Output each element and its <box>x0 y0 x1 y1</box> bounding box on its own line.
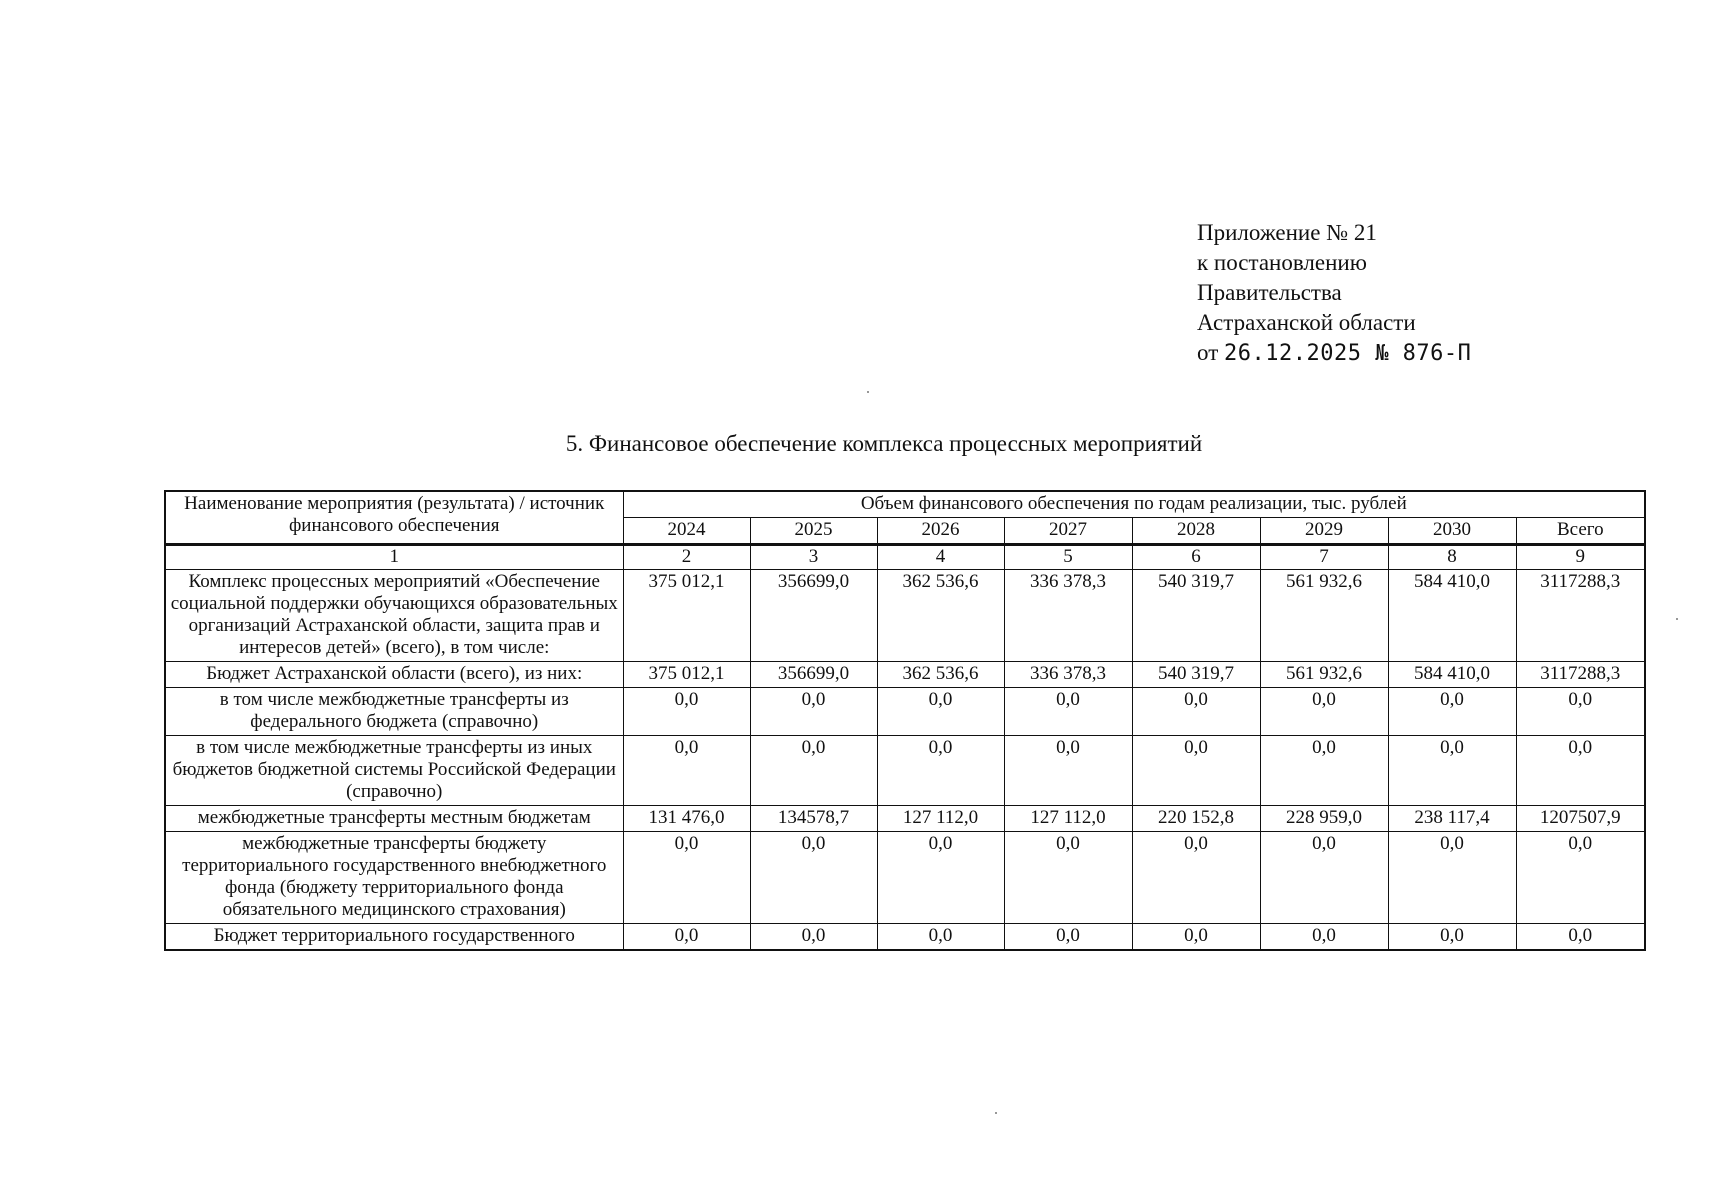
table-row <box>165 806 1645 832</box>
row-value: 0,0 <box>1260 832 1388 924</box>
year-header: 2025 <box>750 518 877 545</box>
row-value: 228 959,0 <box>1260 806 1388 832</box>
row-value: 0,0 <box>1004 688 1132 736</box>
row-value: 0,0 <box>1004 924 1132 951</box>
row-value: 127 112,0 <box>877 806 1004 832</box>
annex-number: Приложение № 21 <box>1197 220 1377 245</box>
row-value: 584 410,0 <box>1388 662 1516 688</box>
row-value: 561 932,6 <box>1260 662 1388 688</box>
row-value: 0,0 <box>623 832 750 924</box>
annex-date-stamp: 26.12.2025 № 876-П <box>1224 341 1472 366</box>
row-name: в том числе межбюджетные трансферты из федерального бюджета (справочно) <box>165 688 623 736</box>
row-value: 0,0 <box>1388 736 1516 806</box>
row-value: 131 476,0 <box>623 806 750 832</box>
column-index: 4 <box>877 545 1004 570</box>
row-value: 0,0 <box>1132 736 1260 806</box>
row-value: 0,0 <box>1388 832 1516 924</box>
table-row <box>165 924 1645 951</box>
financing-table <box>164 490 1646 951</box>
scan-speck <box>995 1112 997 1114</box>
row-value: 0,0 <box>1132 832 1260 924</box>
column-index-row <box>165 545 1645 570</box>
row-total: 0,0 <box>1516 924 1645 951</box>
year-header: 2026 <box>877 518 1004 545</box>
scan-speck <box>867 391 869 393</box>
row-value: 375 012,1 <box>623 570 750 662</box>
table-row <box>165 570 1645 662</box>
row-value: 0,0 <box>750 688 877 736</box>
total-header: Всего <box>1516 518 1645 545</box>
annex-block <box>1197 218 1471 369</box>
row-value: 362 536,6 <box>877 570 1004 662</box>
header-row-top <box>165 491 1645 518</box>
row-total: 3117288,3 <box>1516 662 1645 688</box>
column-index: 3 <box>750 545 877 570</box>
row-value: 0,0 <box>1388 688 1516 736</box>
column-index: 9 <box>1516 545 1645 570</box>
row-value: 561 932,6 <box>1260 570 1388 662</box>
column-header-volume: Объем финансового обеспечения по годам реализации, тыс. рублей <box>623 491 1645 518</box>
year-header: 2027 <box>1004 518 1132 545</box>
row-value: 0,0 <box>1388 924 1516 951</box>
column-index: 8 <box>1388 545 1516 570</box>
year-header: 2028 <box>1132 518 1260 545</box>
table-row <box>165 832 1645 924</box>
annex-date-line <box>1197 338 1471 369</box>
row-name: межбюджетные трансферты местным бюджетам <box>165 806 623 832</box>
row-value: 0,0 <box>1004 832 1132 924</box>
row-value: 238 117,4 <box>1388 806 1516 832</box>
column-index: 2 <box>623 545 750 570</box>
section-title: 5. Финансовое обеспечение комплекса процессных мероприятий <box>565 431 1203 456</box>
year-header: 2029 <box>1260 518 1388 545</box>
column-index: 6 <box>1132 545 1260 570</box>
annex-date-prefix: от <box>1197 340 1219 365</box>
row-value: 0,0 <box>623 688 750 736</box>
table-row <box>165 662 1645 688</box>
row-value: 0,0 <box>1260 924 1388 951</box>
row-value: 375 012,1 <box>623 662 750 688</box>
table-body <box>165 545 1645 951</box>
annex-line-government: Правительства <box>1197 280 1342 305</box>
table-row <box>165 736 1645 806</box>
row-value: 134578,7 <box>750 806 877 832</box>
row-value: 336 378,3 <box>1004 570 1132 662</box>
row-value: 127 112,0 <box>1004 806 1132 832</box>
row-value: 0,0 <box>750 736 877 806</box>
row-value: 220 152,8 <box>1132 806 1260 832</box>
row-total: 1207507,9 <box>1516 806 1645 832</box>
row-value: 0,0 <box>877 736 1004 806</box>
annex-line-resolution: к постановлению <box>1197 250 1367 275</box>
row-value: 0,0 <box>877 924 1004 951</box>
column-index: 1 <box>165 545 623 570</box>
annex-line-region: Астраханской области <box>1197 310 1416 335</box>
row-value: 0,0 <box>877 688 1004 736</box>
year-header: 2024 <box>623 518 750 545</box>
row-value: 0,0 <box>877 832 1004 924</box>
row-name: Бюджет Астраханской области (всего), из них: <box>165 662 623 688</box>
year-header: 2030 <box>1388 518 1516 545</box>
row-value: 540 319,7 <box>1132 570 1260 662</box>
row-value: 356699,0 <box>750 662 877 688</box>
row-value: 0,0 <box>1260 736 1388 806</box>
row-value: 0,0 <box>750 832 877 924</box>
column-index: 7 <box>1260 545 1388 570</box>
row-name: Бюджет территориального государственного <box>165 924 623 951</box>
row-value: 0,0 <box>1132 924 1260 951</box>
scan-speck <box>1676 618 1678 620</box>
row-value: 336 378,3 <box>1004 662 1132 688</box>
row-value: 356699,0 <box>750 570 877 662</box>
table-row <box>165 688 1645 736</box>
row-total: 0,0 <box>1516 688 1645 736</box>
row-name: Комплекс процессных мероприятий «Обеспечение социальной поддержки обучающихся образовательных организаций Астраханской области, защита прав и интересов детей» (всего), в том числе: <box>165 570 623 662</box>
row-value: 584 410,0 <box>1388 570 1516 662</box>
row-value: 0,0 <box>750 924 877 951</box>
row-value: 0,0 <box>623 736 750 806</box>
row-name: межбюджетные трансферты бюджету территориального государственного внебюджетного фонда (бюджету территориального фонда обязательного медицинского страхования) <box>165 832 623 924</box>
column-header-name: Наименование мероприятия (результата) / источник финансового обеспечения <box>165 491 623 545</box>
row-total: 0,0 <box>1516 736 1645 806</box>
row-value: 0,0 <box>1132 688 1260 736</box>
row-name: в том числе межбюджетные трансферты из иных бюджетов бюджетной системы Российской Федерации (справочно) <box>165 736 623 806</box>
row-value: 0,0 <box>1004 736 1132 806</box>
column-index: 5 <box>1004 545 1132 570</box>
row-value: 362 536,6 <box>877 662 1004 688</box>
row-value: 0,0 <box>1260 688 1388 736</box>
row-total: 0,0 <box>1516 832 1645 924</box>
row-value: 0,0 <box>623 924 750 951</box>
row-value: 540 319,7 <box>1132 662 1260 688</box>
row-total: 3117288,3 <box>1516 570 1645 662</box>
